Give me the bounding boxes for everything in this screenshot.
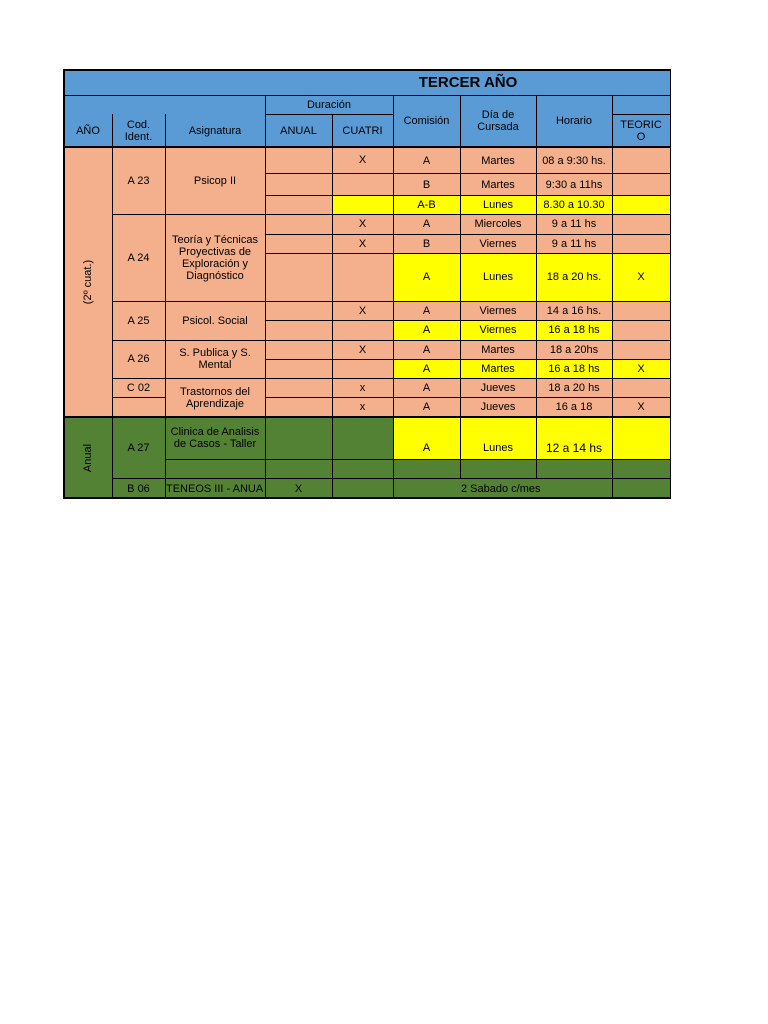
header-anio: AÑO	[76, 125, 100, 137]
teorico-cell	[612, 147, 670, 174]
header-comision: Comisión	[403, 115, 450, 127]
comision-cell: A	[422, 218, 431, 230]
cuatri-cell: x	[359, 381, 366, 394]
horario-cell: 18 a 20 hs.	[546, 271, 602, 283]
teorico-cell: X	[637, 401, 645, 413]
subject-cod: A 23	[127, 174, 150, 187]
teorico-cell	[612, 214, 670, 234]
subject-name: Psicop II	[193, 174, 237, 187]
comision-cell: A-B	[417, 198, 436, 211]
teorico-cell	[612, 195, 670, 214]
dia-cell: Jueves	[480, 401, 516, 413]
header-teorico: TEORIC O	[620, 119, 662, 143]
subject-name: Teoría y Técnicas Proyectivas de Exploración y Diagnóstico	[171, 233, 258, 282]
dia-cell: Martes	[481, 343, 515, 356]
comision-cell: A	[422, 441, 431, 454]
header-asignatura: Asignatura	[188, 125, 242, 137]
group-label-anual	[64, 417, 112, 498]
teorico-cell	[612, 301, 670, 320]
horario-cell: 12 a 14 hs	[545, 440, 603, 455]
comision-cell: A	[422, 304, 431, 317]
dia-cell: Lunes	[483, 441, 513, 454]
comision-cell: A	[422, 362, 431, 375]
dia-cell: Martes	[481, 362, 515, 375]
comision-cell: B	[422, 237, 431, 250]
cuatri-cell: X	[358, 218, 367, 230]
dia-cell: Viernes	[479, 304, 517, 317]
dia-cell: Martes	[481, 154, 515, 167]
subject-cod: A 25	[127, 314, 150, 327]
horario-cell: 16 a 18 hs	[548, 362, 600, 375]
cuatri-cell: X	[358, 304, 367, 317]
subject-name: Trastornos del Aprendizaje	[180, 385, 250, 410]
dia-cell: Viernes	[479, 324, 517, 336]
header-cuatri: CUATRI	[342, 125, 383, 137]
horario-cell: 08 a 9:30 hs.	[542, 154, 606, 167]
group-label-text: (2º cuat.)	[82, 259, 94, 305]
last-row-anual: X	[294, 482, 303, 495]
teorico-cell	[612, 340, 670, 359]
comision-cell: A	[422, 154, 431, 167]
subject-cod: C 02	[126, 381, 151, 394]
horario-cell: 18 a 20 hs	[548, 381, 600, 394]
subject-name: Clinica de Analisis de Casos - Taller	[170, 426, 260, 450]
last-row-name: TENEOS III - ANUA	[166, 482, 264, 495]
cuatri-cell: X	[358, 153, 367, 166]
dia-cell: Jueves	[480, 381, 516, 394]
header-horario: Horario	[555, 115, 593, 127]
last-row-dia: 2 Sabado c/mes	[461, 482, 541, 495]
table-title: TERCER AÑO	[418, 73, 518, 91]
dia-cell: Viernes	[479, 237, 517, 250]
teorico-cell: X	[637, 362, 645, 375]
teorico-cell	[612, 378, 670, 397]
dia-cell: Lunes	[483, 198, 513, 211]
header-duracion: Duración	[306, 99, 352, 111]
group-label-2do-cuat	[64, 147, 112, 417]
cuatri-cell: X	[358, 343, 367, 356]
teorico-cell	[612, 174, 670, 195]
horario-cell: 9:30 a 11hs	[545, 178, 603, 191]
comision-cell: A	[422, 343, 431, 356]
comision-cell: A	[422, 381, 431, 394]
last-row-cod: B 06	[127, 482, 150, 495]
subject-cod: A 27	[127, 441, 150, 454]
title-band	[64, 70, 670, 95]
horario-cell: 16 a 18	[555, 401, 593, 413]
dia-cell: Martes	[481, 178, 515, 191]
horario-cell: 9 a 11 hs	[551, 237, 597, 250]
horario-cell: 9 a 11 hs	[551, 218, 597, 230]
subject-name: Psicol. Social	[182, 314, 248, 327]
comision-cell: A	[422, 271, 431, 283]
teorico-cell	[612, 320, 670, 340]
subject-cod: A 24	[127, 251, 150, 264]
group-label-text: Anual	[81, 443, 94, 472]
comision-cell: A	[422, 324, 431, 336]
horario-cell: 18 a 20hs	[549, 343, 599, 356]
comision-cell: A	[422, 401, 431, 413]
dia-cell: Lunes	[483, 271, 513, 283]
cuatri-cell: X	[358, 237, 367, 250]
subject-cod: A 26	[127, 353, 150, 365]
teorico-cell	[612, 234, 670, 253]
dia-cell: Miercoles	[474, 218, 522, 230]
header-cod: Cod. Ident.	[124, 119, 153, 143]
horario-cell: 14 a 16 hs.	[546, 304, 602, 317]
cuatri-cell: x	[359, 401, 366, 413]
comision-cell: B	[422, 178, 431, 191]
header-anual: ANUAL	[280, 125, 317, 137]
subject-name: S. Publica y S. Mental	[179, 347, 251, 371]
horario-cell: 8.30 a 10.30	[543, 198, 605, 211]
horario-cell: 16 a 18 hs	[548, 324, 600, 336]
teorico-cell	[612, 417, 670, 478]
header-dia: Día de Cursada	[477, 109, 519, 133]
teorico-cell: X	[637, 271, 645, 283]
